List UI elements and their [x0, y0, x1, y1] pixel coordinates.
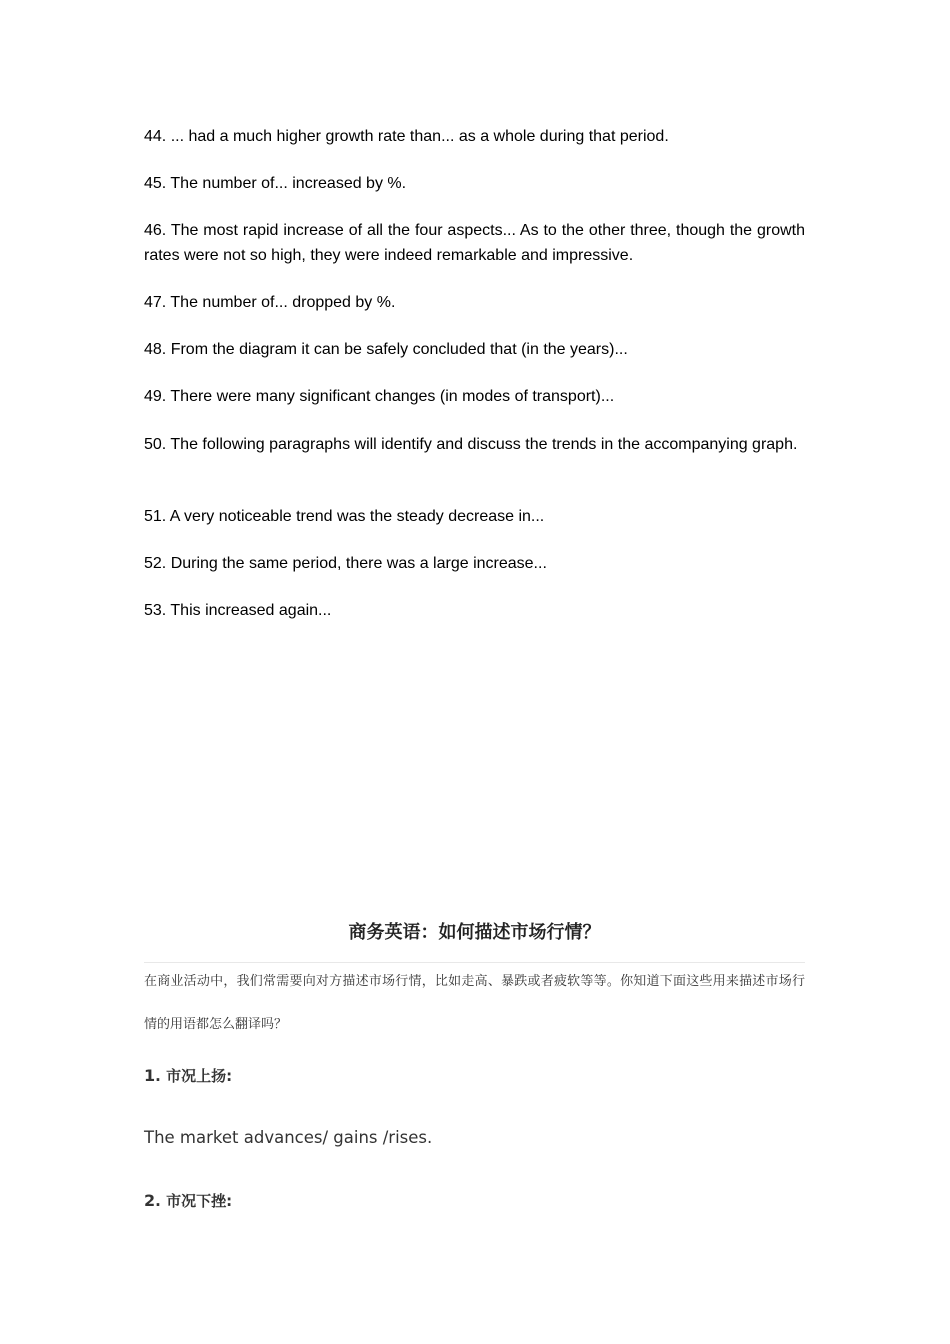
phrase-46: 46. The most rapid increase of all the four aspects... As to the other three, though the growth rates were not so high, they were indeed remarkable and impressive. [144, 222, 805, 264]
article-intro: 在商业活动中，我们常需要向对方描述市场行情，比如走高、暴跌或者疲软等等。你知道下面这些用来描述市场行情的用语都怎么翻译吗？ [144, 974, 805, 1032]
article-title: 商务英语：如何描述市场行情？ [348, 922, 601, 943]
phrase-53: 53. This increased again... [144, 602, 332, 619]
item-1-translation: The market advances/ gains /rises. [144, 1128, 433, 1147]
item-2-number: 2 [144, 1191, 156, 1210]
phrase-51: 51. A very noticeable trend was the steady decrease in... [144, 508, 545, 525]
phrase-48: 48. From the diagram it can be safely concluded that (in the years)... [144, 341, 628, 358]
phrase-52: 52. During the same period, there was a large increase... [144, 555, 547, 572]
item-1-title: 市况上扬: [166, 1067, 233, 1085]
item-1-number: 1 [144, 1066, 156, 1085]
phrase-49: 49. There were many significant changes (in modes of transport)... [144, 388, 615, 405]
item-1-heading [144, 1064, 232, 1088]
item-2-title: 市况下挫: [166, 1192, 233, 1210]
item-2-separator: . [155, 1192, 161, 1210]
item-1-separator: . [155, 1067, 161, 1085]
phrase-50: 50. The following paragraphs will identify and discuss the trends in the accompanying graph. [144, 436, 798, 453]
phrase-45: 45. The number of... increased by %. [144, 175, 407, 192]
phrase-44: 44. ... had a much higher growth rate than... as a whole during that period. [144, 128, 669, 145]
phrase-47: 47. The number of... dropped by %. [144, 294, 396, 311]
item-2-heading [144, 1189, 232, 1213]
